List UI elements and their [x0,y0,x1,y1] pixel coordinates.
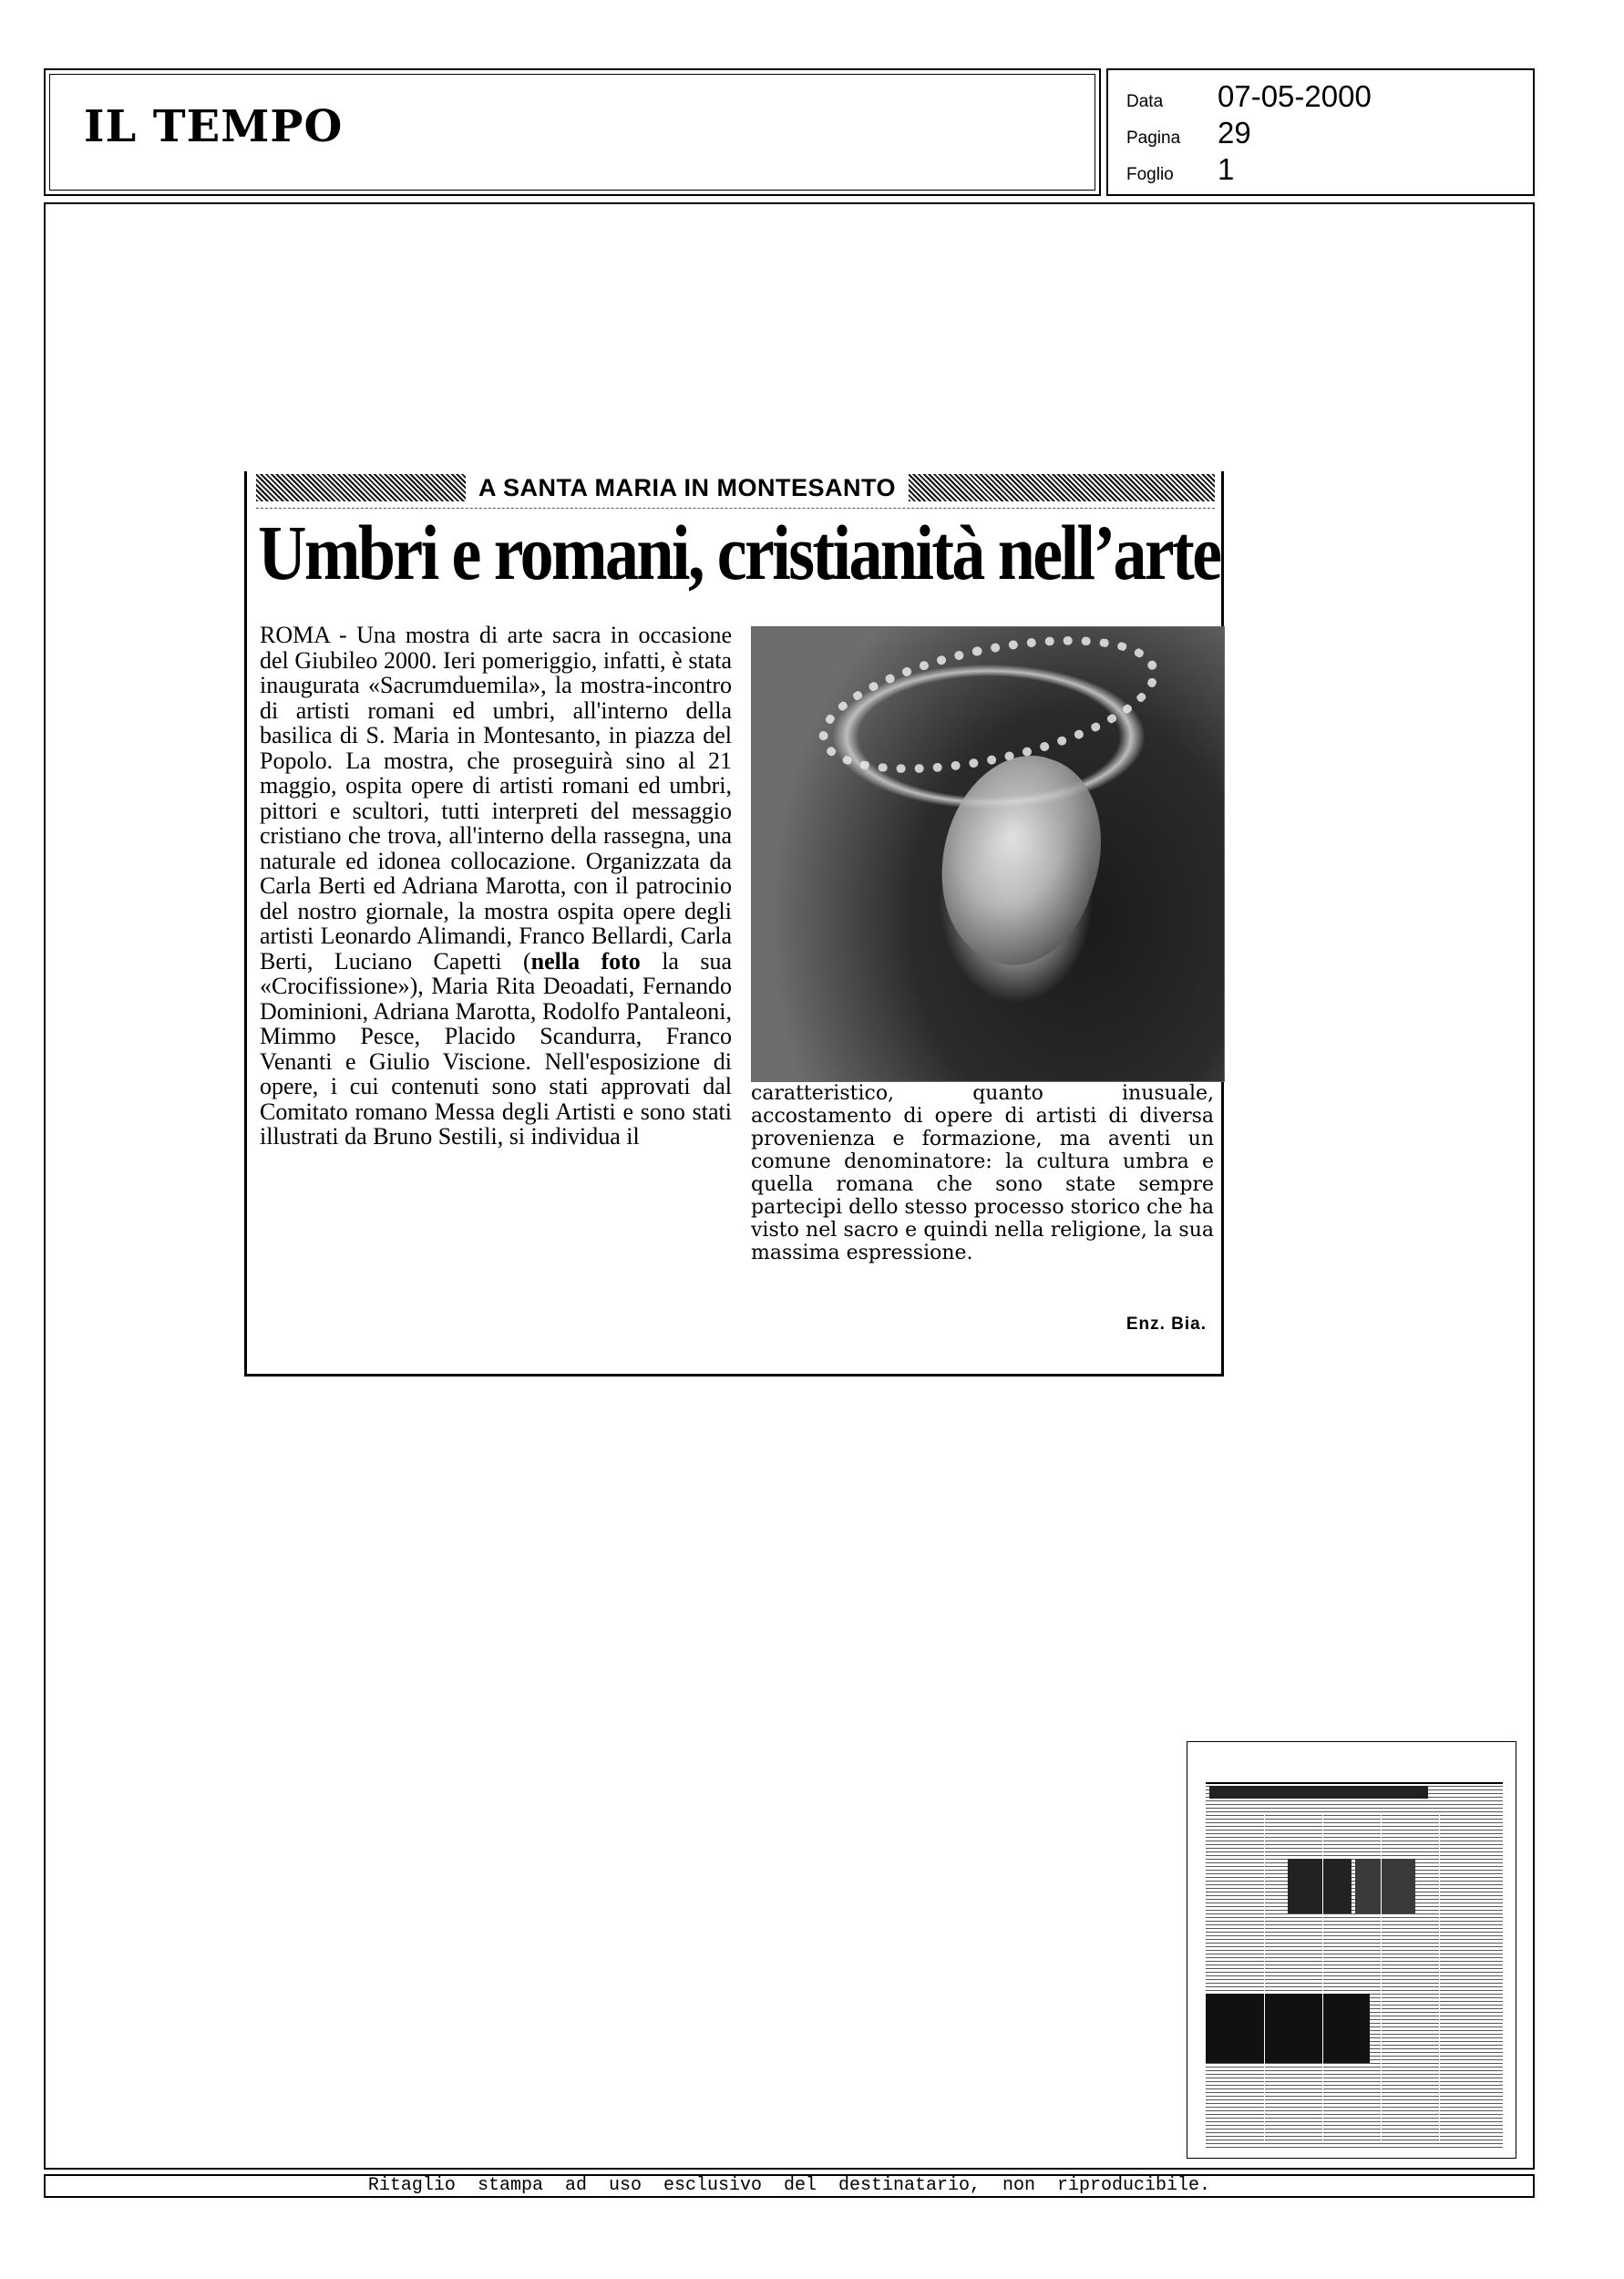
meta-row-foglio [1126,152,1234,187]
footer-box [44,2174,1535,2198]
kicker-hatch-right [909,474,1215,501]
newspaper-masthead: IL TEMPO [84,101,344,152]
thumbnail-photo [1288,1859,1352,1913]
meta-label-data: Data [1126,92,1164,111]
masthead-box [44,68,1101,196]
meta-label-pagina: Pagina [1126,129,1181,148]
clipping-meta-box [1106,68,1535,196]
meta-row-pagina [1126,116,1251,150]
meta-row-data [1126,79,1372,114]
kicker-hatch-left [256,474,466,501]
body-left-text-1: ROMA - Una mostra di arte sacra in occasione del Giubileo 2000. Ieri pomeriggio, infatti, è stata inaugurata «Sacrumduemila», la mostra-incontro di artisti romani ed umbri, all'interno della basilica di S. Maria in Montesanto, in piazza del Popolo. La mostra, che proseguirà sino al 21 maggio, ospita opere di artisti romani ed umbri, pittori e scultori, tutti interpreti del messaggio cristiano che trova, all'interno della rassegna, una naturale ed idonea collocazione. Organizzata da Carla Berti ed Adriana Marotta, con il patrocinio del nostro giornale, la mostra ospita opere degli artisti Leonardo Alimandi, Franco Bellardi, Carla Berti, Luciano Capetti ( [260,622,732,975]
meta-value-data: 07-05-2000 [1218,79,1372,113]
thumbnail-header [1206,1768,1503,1784]
thumbnail-column-gap [1264,1813,1265,2141]
body-left-bold: nella foto [530,947,641,975]
body-left-text-2: la sua «Crocifissione»), Maria Rita Deoadati, Fernando Dominioni, Adriana Marotta, Rodolfo Pantaleoni, Mimmo Pesce, Placido Scandurra, Franco Venanti e Giulio Viscione. Nell'esposizione di opere, i cui contenuti sono stati approvati dal Comitato romano Messa degli Artisti e sono stati illustrati da Bruno Sestili, si individua il [260,947,733,1150]
article-body-left [260,623,732,1150]
thumbnail-column-gap [1322,1813,1323,2141]
page-thumbnail [1187,1741,1516,2159]
page-thumbnail-content [1206,1768,1503,2149]
article [244,471,1224,1377]
meta-value-pagina: 29 [1218,116,1251,150]
article-headline: Umbri e romani, cristianità nell’arte [258,509,1220,596]
article-kicker: A SANTA MARIA IN MONTESANTO [478,473,896,501]
article-photo [751,626,1225,1082]
meta-label-foglio: Foglio [1126,165,1174,184]
article-byline: Enz. Bia. [1125,1315,1207,1334]
kicker-row [256,471,1215,504]
thumbnail-title-bar [1209,1786,1428,1799]
thumbnail-photo [1355,1859,1415,1913]
meta-value-foglio: 1 [1218,152,1235,186]
photo-face-shape [915,736,1127,983]
thumbnail-column-gap [1381,1813,1382,2141]
article-body-right: caratteristico, quanto inusuale, accostamento di opere di artisti di diversa provenienza e formazione, ma aventi un comune denominatore: la cultura umbra e quella romana che sono state sempre partecipi dello stesso processo storico che ha visto nel sacro e quindi nella religione, la sua massima espressione. [751,1082,1214,1264]
footer-notice: Ritaglio stampa ad uso esclusivo del destinatario, non riproducibile. [367,2175,1211,2196]
thumbnail-column-gap [1439,1813,1440,2141]
thumbnail-highlighted-article [1206,1994,1370,2063]
